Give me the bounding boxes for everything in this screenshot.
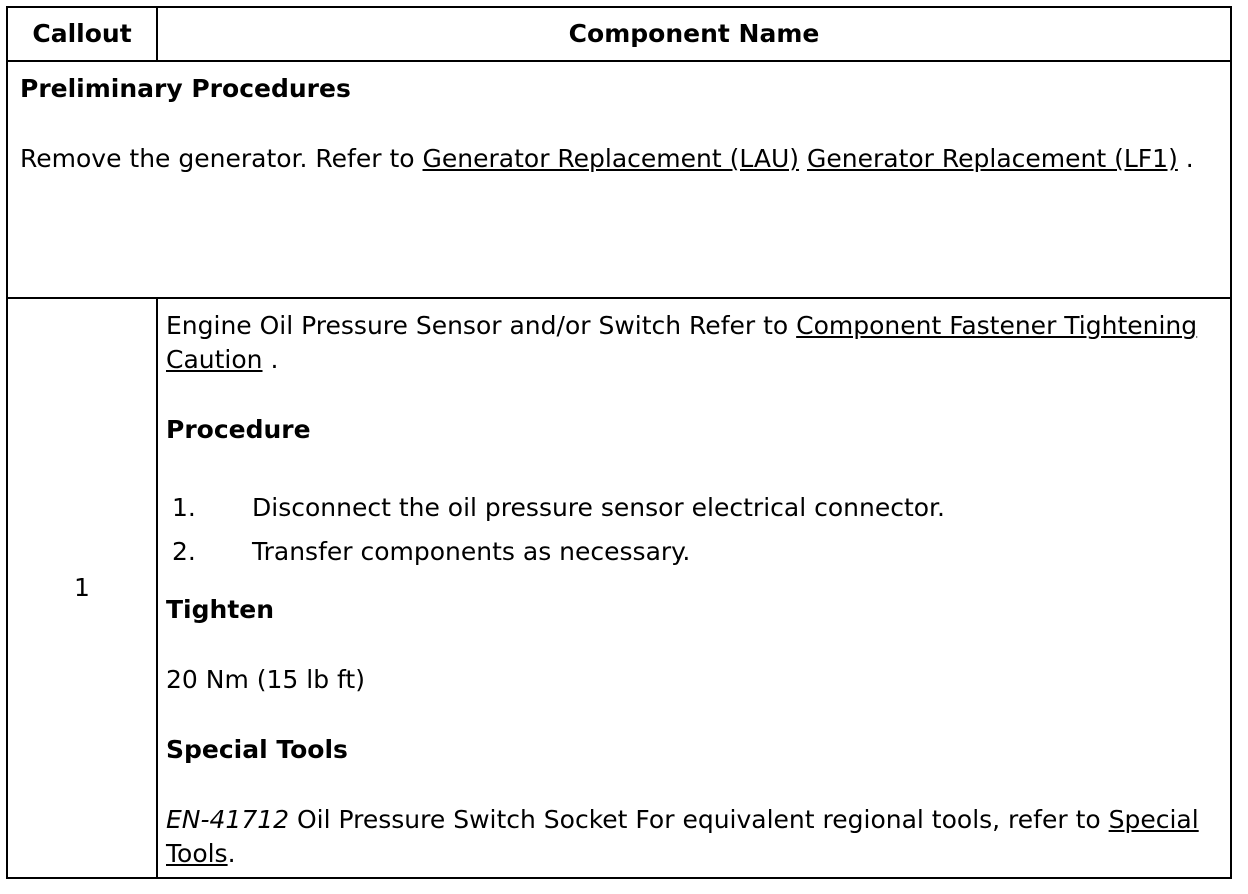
component-name-header: Component Name [157,7,1231,61]
procedure-table [6,6,1232,879]
tool-text: Oil Pressure Switch Socket For equivalent regional tools, refer to [289,805,1109,834]
preliminary-row [7,61,1231,298]
callout-header: Callout [7,7,157,61]
preliminary-text [20,142,1218,176]
procedure-steps [172,491,1218,569]
tool-text-after: . [227,839,236,868]
generator-replacement-lau-link[interactable]: Generator Replacement (LAU) [422,144,800,173]
intro-text-after: . [262,345,279,374]
intro-text [166,309,1218,377]
special-tools-link[interactable]: Special Tools [166,805,1199,868]
procedure-heading: Procedure [166,415,311,444]
tighten-heading: Tighten [166,595,275,624]
step-number: 1. [172,493,196,522]
step-text: Transfer components as necessary. [252,537,691,566]
generator-replacement-lf1-link[interactable]: Generator Replacement (LF1) [807,144,1178,173]
list-item [172,535,1218,569]
intro-text-before: Engine Oil Pressure Sensor and/or Switch Refer to [166,311,797,340]
special-tools-heading: Special Tools [166,735,348,764]
tighten-value: 20 Nm (15 lb ft) [166,665,365,694]
fastener-caution-link[interactable]: Component Fastener Tightening Caution [166,311,1198,374]
preliminary-text-before: Remove the generator. Refer to [20,144,423,173]
tool-code: EN-41712 [166,805,290,834]
preliminary-text-after: . [1177,144,1194,173]
table-row [7,298,1231,878]
preliminary-cell [7,61,1231,298]
step-text: Disconnect the oil pressure sensor electrical connector. [252,493,945,522]
component-cell [157,298,1231,878]
header-row [7,7,1231,61]
step-number: 2. [172,537,196,566]
preliminary-heading: Preliminary Procedures [20,74,351,103]
special-tools-text [166,803,1218,871]
callout-number: 1 [7,298,157,878]
list-item [172,491,1218,525]
